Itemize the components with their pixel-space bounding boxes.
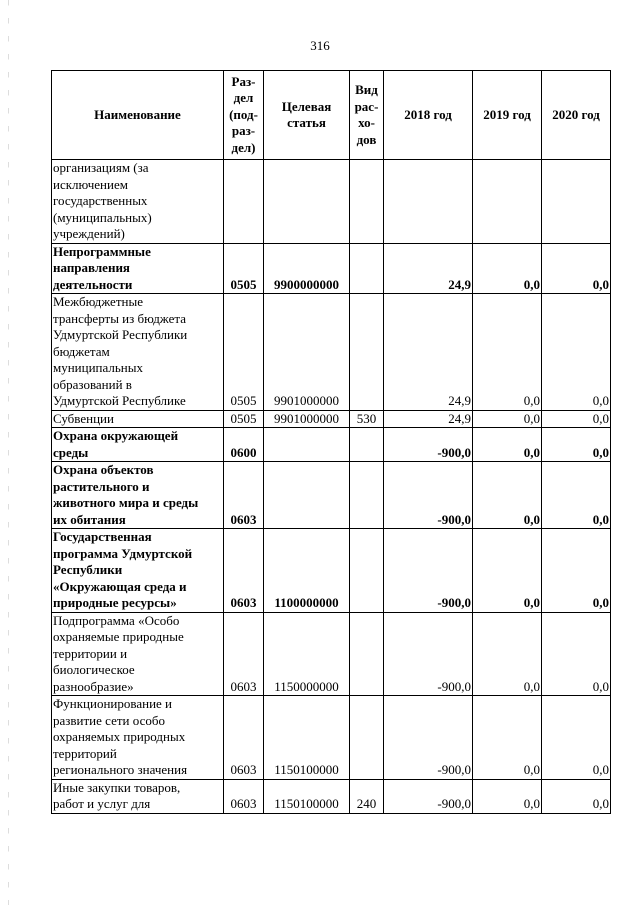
text-line: бюджетам bbox=[53, 343, 110, 359]
cell-2019: 0,0 bbox=[473, 428, 542, 462]
cell-2020: 0,0 bbox=[542, 529, 611, 613]
cell-2018: -900,0 bbox=[384, 696, 473, 780]
cell-2020: 0,0 bbox=[542, 294, 611, 411]
text-line: Субвенции bbox=[53, 410, 114, 426]
cell-target: 1150100000 bbox=[264, 779, 350, 813]
cell-2018: -900,0 bbox=[384, 529, 473, 613]
table-row bbox=[52, 529, 611, 613]
cell-2018: 24,9 bbox=[384, 294, 473, 411]
cell-2018: -900,0 bbox=[384, 428, 473, 462]
cell-section: 0600 bbox=[224, 428, 264, 462]
cell-target: 1150100000 bbox=[264, 696, 350, 780]
cell-2020 bbox=[542, 160, 611, 244]
text-line: территорий bbox=[53, 745, 117, 761]
cell-name bbox=[52, 612, 224, 696]
cell-name bbox=[52, 779, 224, 813]
cell-2019: 0,0 bbox=[473, 462, 542, 529]
table-row bbox=[52, 779, 611, 813]
cell-expense bbox=[350, 428, 384, 462]
text-line: Функционирование и bbox=[53, 696, 172, 711]
cell-2019: 0,0 bbox=[473, 529, 542, 613]
text-line: статья bbox=[287, 115, 326, 130]
cell-name bbox=[52, 696, 224, 780]
cell-2020: 0,0 bbox=[542, 462, 611, 529]
cell-expense bbox=[350, 160, 384, 244]
cell-2018: -900,0 bbox=[384, 612, 473, 696]
text-line: Иные закупки товаров, bbox=[53, 779, 181, 795]
text-line: организациям (за bbox=[53, 160, 149, 175]
cell-2019: 0,0 bbox=[473, 696, 542, 780]
header-2018: 2018 год bbox=[384, 71, 473, 160]
cell-name bbox=[52, 294, 224, 411]
cell-2018 bbox=[384, 160, 473, 244]
cell-section: 0603 bbox=[224, 462, 264, 529]
cell-expense bbox=[350, 462, 384, 529]
cell-name bbox=[52, 529, 224, 613]
text-line: дов bbox=[356, 131, 377, 147]
cell-2019 bbox=[473, 160, 542, 244]
text-line: муниципальных bbox=[53, 360, 144, 375]
text-line: животного мира и среды bbox=[53, 495, 199, 510]
text-line: Государственная bbox=[53, 529, 152, 544]
text-line: учреждений) bbox=[53, 226, 125, 241]
text-line: биологическое bbox=[53, 662, 135, 677]
text-line: дел bbox=[233, 90, 254, 106]
cell-target: 1100000000 bbox=[264, 529, 350, 613]
cell-2020: 0,0 bbox=[542, 428, 611, 462]
table-row bbox=[52, 462, 611, 529]
table-row bbox=[52, 612, 611, 696]
budget-table bbox=[51, 70, 611, 814]
text-line: растительного и bbox=[53, 478, 150, 494]
cell-2019: 0,0 bbox=[473, 294, 542, 411]
cell-2020: 0,0 bbox=[542, 779, 611, 813]
page-number: 316 bbox=[310, 38, 330, 53]
table-header-row bbox=[52, 71, 611, 160]
text-line: территории и bbox=[53, 645, 128, 661]
text-line: трансферты из бюджета bbox=[53, 310, 186, 326]
text-line: их обитания bbox=[53, 511, 126, 527]
cell-2019: 0,0 bbox=[473, 779, 542, 813]
text-line: Вид bbox=[355, 82, 378, 97]
text-line: хо- bbox=[358, 115, 375, 130]
table-row bbox=[52, 696, 611, 780]
text-line: программа Удмуртской bbox=[53, 545, 193, 561]
cell-section: 0603 bbox=[224, 696, 264, 780]
cell-expense: 530 bbox=[350, 410, 384, 428]
cell-2020: 0,0 bbox=[542, 410, 611, 428]
cell-target bbox=[264, 462, 350, 529]
text-line: «Окружающая среда и bbox=[53, 578, 187, 594]
cell-2019: 0,0 bbox=[473, 612, 542, 696]
text-line: природные ресурсы» bbox=[53, 595, 177, 610]
cell-2019: 0,0 bbox=[473, 243, 542, 294]
cell-expense bbox=[350, 529, 384, 613]
cell-section: 0505 bbox=[224, 410, 264, 428]
cell-2020: 0,0 bbox=[542, 696, 611, 780]
cell-2018: 24,9 bbox=[384, 410, 473, 428]
text-line: Удмуртской Республике bbox=[53, 393, 186, 408]
table-row bbox=[52, 294, 611, 411]
header-section bbox=[224, 71, 264, 160]
table-row bbox=[52, 410, 611, 428]
cell-name bbox=[52, 243, 224, 294]
text-line: охраняемых природных bbox=[53, 729, 186, 744]
cell-section: 0603 bbox=[224, 612, 264, 696]
cell-2018: -900,0 bbox=[384, 779, 473, 813]
text-line: образований в bbox=[53, 376, 132, 392]
text-line: раз- bbox=[231, 123, 256, 139]
text-line: рас- bbox=[354, 98, 379, 114]
cell-name bbox=[52, 410, 224, 428]
cell-target bbox=[264, 160, 350, 244]
text-line: Подпрограмма «Особо bbox=[53, 612, 180, 628]
cell-section: 0603 bbox=[224, 529, 264, 613]
text-line: Раз- bbox=[231, 73, 256, 89]
text-line: Целевая bbox=[281, 98, 332, 114]
cell-target bbox=[264, 428, 350, 462]
text-line: направления bbox=[53, 260, 130, 275]
cell-target: 1150000000 bbox=[264, 612, 350, 696]
text-line: Удмуртской Республики bbox=[53, 327, 188, 342]
text-line: Республики bbox=[53, 562, 123, 577]
header-name: Наименование bbox=[52, 71, 224, 160]
cell-expense bbox=[350, 243, 384, 294]
text-line: деятельности bbox=[53, 276, 133, 292]
text-line: дел) bbox=[231, 139, 256, 155]
table-row bbox=[52, 428, 611, 462]
cell-name bbox=[52, 462, 224, 529]
cell-2019: 0,0 bbox=[473, 410, 542, 428]
text-line: среды bbox=[53, 444, 89, 460]
header-2020: 2020 год bbox=[542, 71, 611, 160]
cell-target: 9900000000 bbox=[264, 243, 350, 294]
cell-expense bbox=[350, 612, 384, 696]
text-line: Непрограммные bbox=[53, 243, 151, 259]
cell-target: 9901000000 bbox=[264, 294, 350, 411]
table-row bbox=[52, 243, 611, 294]
cell-name bbox=[52, 160, 224, 244]
cell-2018: -900,0 bbox=[384, 462, 473, 529]
cell-name bbox=[52, 428, 224, 462]
text-line: охраняемые природные bbox=[53, 629, 184, 644]
cell-2018: 24,9 bbox=[384, 243, 473, 294]
cell-section: 0505 bbox=[224, 294, 264, 411]
cell-2020: 0,0 bbox=[542, 243, 611, 294]
text-line: развитие сети особо bbox=[53, 712, 165, 728]
cell-section: 0505 bbox=[224, 243, 264, 294]
cell-expense bbox=[350, 294, 384, 411]
text-line: Межбюджетные bbox=[53, 294, 143, 309]
text-line: (под- bbox=[229, 106, 258, 122]
header-expense bbox=[350, 71, 384, 160]
header-target bbox=[264, 71, 350, 160]
text-line: исключением bbox=[53, 176, 128, 192]
text-line: разнообразие» bbox=[53, 678, 134, 694]
cell-section bbox=[224, 160, 264, 244]
text-line: государственных bbox=[53, 193, 148, 208]
cell-expense bbox=[350, 696, 384, 780]
cell-section: 0603 bbox=[224, 779, 264, 813]
text-line: работ и услуг для bbox=[53, 796, 151, 811]
table-body bbox=[52, 160, 611, 814]
text-line: Охрана объектов bbox=[53, 462, 154, 477]
text-line: Охрана окружающей bbox=[53, 428, 179, 443]
text-line: регионального значения bbox=[53, 762, 188, 777]
cell-2020: 0,0 bbox=[542, 612, 611, 696]
scan-edge-dots bbox=[8, 0, 9, 905]
header-2019: 2019 год bbox=[473, 71, 542, 160]
cell-target: 9901000000 bbox=[264, 410, 350, 428]
cell-expense: 240 bbox=[350, 779, 384, 813]
text-line: (муниципальных) bbox=[53, 209, 152, 225]
table-row bbox=[52, 160, 611, 244]
